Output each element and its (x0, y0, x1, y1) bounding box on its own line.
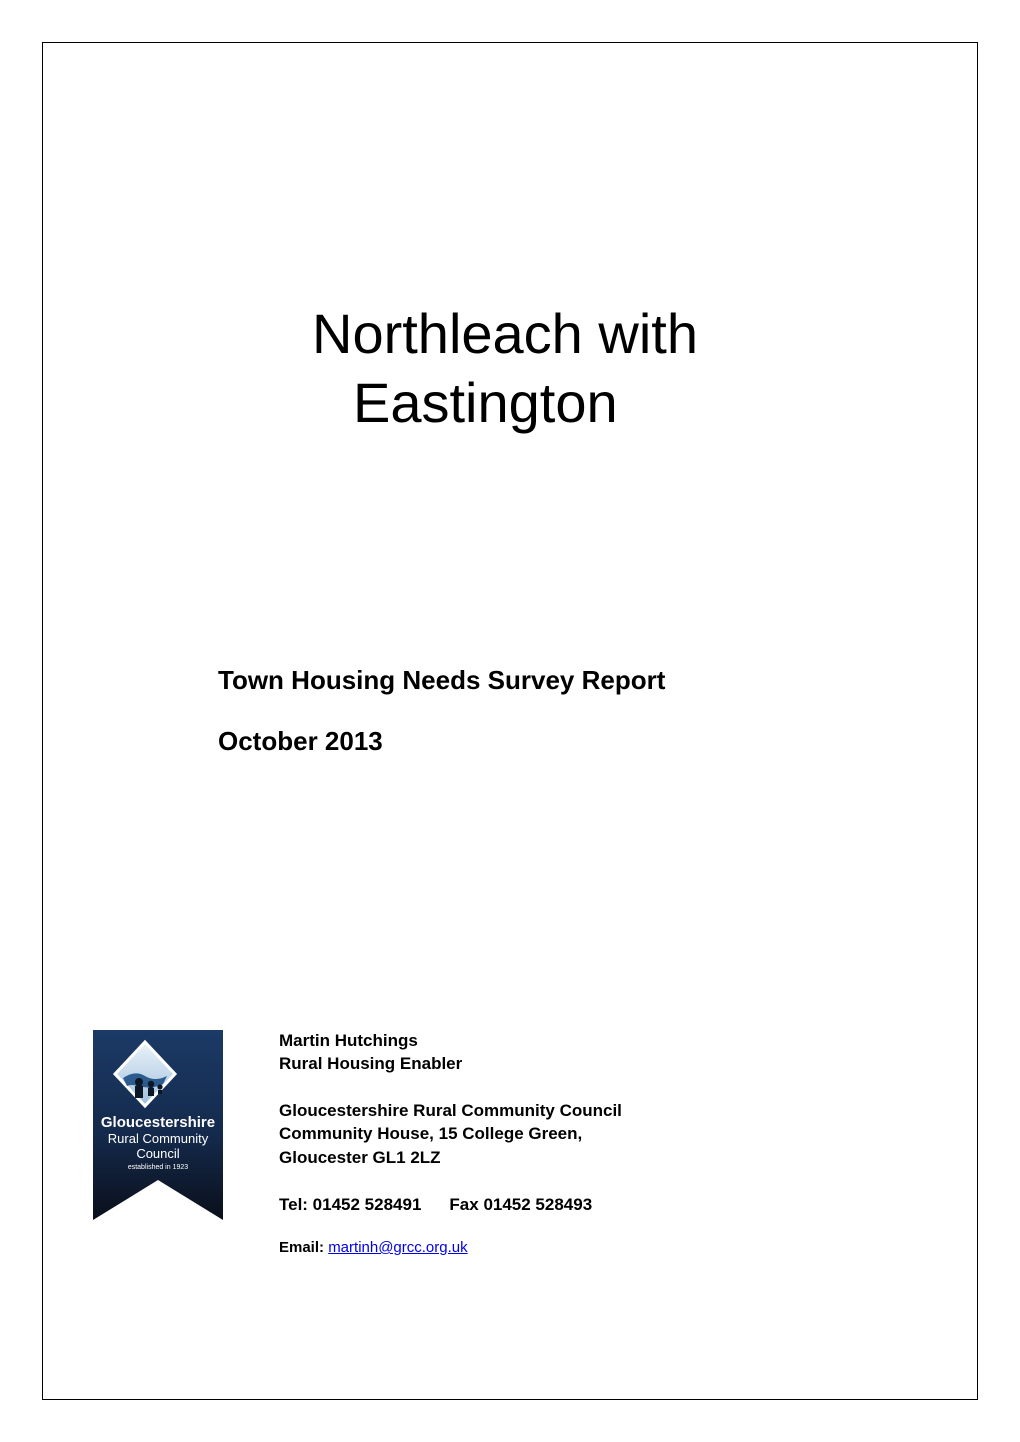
report-date: October 2013 (218, 726, 383, 756)
title-line-1: Northleach with (312, 302, 698, 365)
contact-email-label: Email: (279, 1239, 325, 1256)
contact-address-line-1: Community House, 15 College Green, (279, 1124, 583, 1143)
contact-tel: Tel: 01452 528491 (279, 1195, 422, 1214)
contact-role: Rural Housing Enabler (279, 1054, 463, 1073)
contact-email-link[interactable]: martinh@grcc.org.uk (328, 1239, 468, 1256)
contact-organisation: Gloucestershire Rural Community Council (279, 1101, 622, 1120)
logo-name-line-1: Gloucestershire (100, 1114, 216, 1131)
contact-phone-row (279, 1193, 592, 1217)
logo-name-line-3: Council (136, 1146, 180, 1161)
contact-name: Martin Hutchings (279, 1031, 418, 1050)
contact-address-line-2: Gloucester GL1 2LZ (279, 1148, 441, 1167)
contact-email-row (279, 1236, 468, 1260)
grcc-logo (93, 1030, 223, 1220)
contact-fax: Fax 01452 528493 (449, 1195, 593, 1214)
logo-name-line-2: Rural Community (107, 1131, 209, 1146)
logo-established: established in 1923 (127, 1164, 189, 1171)
report-subtitle: Town Housing Needs Survey Report (218, 665, 666, 695)
title-line-2: Eastington (353, 371, 618, 434)
